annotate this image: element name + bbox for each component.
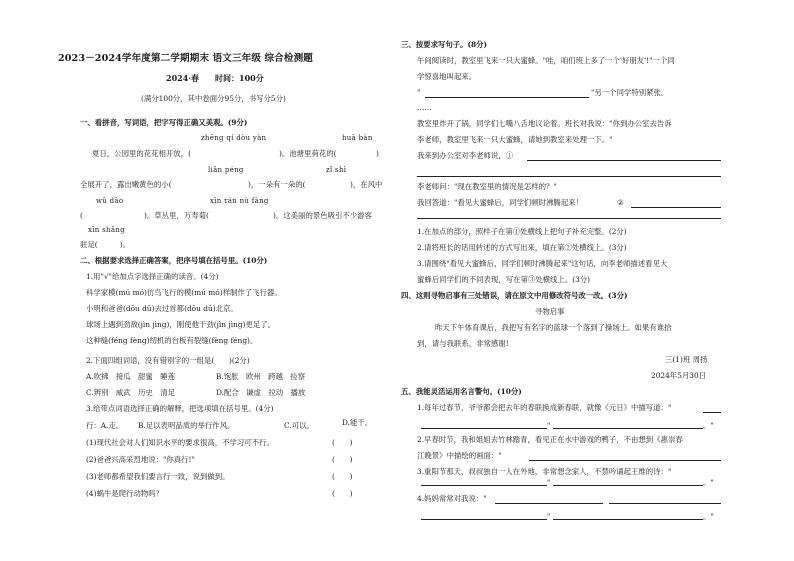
answer-line-1-cont[interactable] bbox=[417, 176, 721, 177]
s2-q1c: 球场上遇到劲敌(jìn jìng)，刚使他干劲(jìn jìng)更足了。 bbox=[86, 320, 275, 329]
s5-q1: 1.每年过春节，爷爷都会把去年的春联换成新春联，就像《元日》中描写道：" bbox=[417, 403, 672, 412]
s5-q4: 4.妈妈常常对我说：" bbox=[417, 494, 487, 503]
s3-p5: 教室里炸开了锅，同学们七嘴八舌地议论着。班长对我说："你到办公室去告诉 bbox=[417, 119, 672, 128]
s2-q2b: B.饱胀 欧州 跨越 捡察 bbox=[216, 372, 306, 381]
answer-line[interactable] bbox=[425, 97, 589, 98]
notice-signature: 三(1)班 周扬 bbox=[665, 355, 708, 364]
s3-p3-close: "另一个同学特别紧张。 bbox=[591, 88, 669, 97]
s5-punct: 。" bbox=[703, 512, 714, 521]
s2-q3c: (3)老师都希望我们要言行一致，说到做到。 bbox=[86, 472, 230, 481]
answer-line[interactable] bbox=[421, 485, 547, 486]
s2-q3a: (1)现代社会对人们知识水平的要求很高，不学习可不行。 bbox=[86, 438, 274, 447]
s5-punct: " bbox=[547, 478, 551, 487]
s1-line2a: 全展开了，露出嫩黄色的小( bbox=[80, 180, 172, 189]
section-5-heading: 五、我能灵活运用名言警句。(10分) bbox=[401, 387, 522, 396]
s1-line1c: ) bbox=[376, 149, 379, 158]
s3-q2: 2.请将班长的话用转述的方式写出来，填在第②处横线上。(3分) bbox=[417, 243, 627, 252]
s2-q3d: (4)蜗牛是爬行动物吗？ bbox=[86, 489, 163, 498]
answer-line[interactable] bbox=[609, 503, 721, 504]
s3-q3b: 蜜蜂后同学们的不同表现，写在第③处横线上。(3分) bbox=[417, 275, 591, 284]
s5-punct: " bbox=[547, 512, 551, 521]
s2-q1b: 小明和爸爸(dōu dū)去过首都(dōu dū)北京。 bbox=[86, 304, 238, 313]
s5-punct: 。" bbox=[703, 421, 714, 430]
section-2-heading: 二、根据要求选择正确答案，把序号填在括号里。(10分) bbox=[80, 256, 268, 265]
s1-line1b: )。池塘里荷花的( bbox=[279, 149, 337, 158]
s1-line4: 驻足( )。 bbox=[80, 240, 131, 249]
s2-q1a: 科学家模(mú mó)仿鸟飞行的模(mú mó)样制作了飞行器。 bbox=[86, 288, 282, 297]
s1-line1a: 夏日，公园里的花花相开放，( bbox=[92, 149, 191, 158]
s3-q1: 1.在加点的部分，照样子在第①处横线上把句子补充完整。(2分) bbox=[417, 227, 627, 236]
answer-line-1[interactable] bbox=[527, 160, 721, 161]
answer-paren[interactable]: ( ) bbox=[332, 455, 353, 464]
answer-paren[interactable]: ( ) bbox=[332, 472, 353, 481]
s3-p1: 午间阅读时，教室里飞来一只大蜜蜂。"哇，咱们班上多了一个'好朋友'!"一个同 bbox=[417, 56, 675, 65]
s1-line3a: ( bbox=[80, 211, 83, 220]
s3-p8: 李老师问："现在教室里的情况是怎样的？" bbox=[417, 182, 557, 191]
s2-q2c: C.辨别 威武 历史 清足 bbox=[86, 388, 176, 397]
notice-title: 寻物启事 bbox=[535, 307, 565, 316]
notice-line-1: 昨天下午体育课后，我把写有名字的蓝球一个落到了操场上。如果有谁拾 bbox=[435, 323, 672, 332]
s3-p7: 我来到办公室对李老师说，① bbox=[417, 151, 514, 160]
score-note: (满分100分，其中卷面分95分，书写分5分) bbox=[141, 94, 286, 103]
pinyin-4: zǐ shì bbox=[326, 166, 347, 174]
answer-line-3[interactable] bbox=[631, 207, 721, 208]
pinyin-6: xīn rán nù fàng bbox=[210, 197, 269, 205]
s1-line3b: )。草丛里，万寿菊( bbox=[144, 211, 209, 220]
s5-q2b: 江晚景》中描绘的画面：" bbox=[417, 451, 502, 460]
s3-q3a: 3.请围绕"看见大蜜蜂后，同学们顿时沸腾起来"这句话，向李老师描述看见大 bbox=[417, 259, 668, 268]
pinyin-7: xīn shǎng bbox=[88, 226, 125, 234]
s2-q1: 1.用"√"给加点字选择正确的读音。(4分) bbox=[86, 272, 219, 281]
pinyin-1: zhēng qí dòu yàn bbox=[201, 134, 267, 142]
s3-p9: 我回答道："看见大蜜蜂后，同学们顿时沸腾起来！ bbox=[417, 198, 583, 207]
s2-q3: 3.给带点词语选择正确的解释，把选项填在括号里。(4分) bbox=[86, 404, 274, 413]
s2-q2d: D.配合 谦虚 拉动 播放 bbox=[216, 388, 306, 397]
s3-p3-open: " bbox=[417, 88, 421, 97]
s5-punct: " bbox=[547, 421, 551, 430]
s3-p2: 学惊喜地叫起来。 bbox=[417, 72, 477, 81]
answer-paren[interactable]: ( ) bbox=[332, 489, 353, 498]
s1-line2c: )，在风中 bbox=[350, 180, 383, 189]
s2-q3-opt-a: 行：A.走。 bbox=[86, 421, 124, 430]
answer-paren[interactable]: ( ) bbox=[332, 438, 353, 447]
s2-q2a: A.吹拂 接瓜 甜蜜 睡莲 bbox=[86, 372, 175, 381]
answer-line[interactable] bbox=[421, 519, 547, 520]
section-4-heading: 四、这则寻物启事有三处错误，请在原文中用修改符号改一改。(3分) bbox=[401, 291, 628, 300]
answer-line[interactable] bbox=[529, 460, 721, 461]
s5-punct: 。" bbox=[703, 478, 714, 487]
answer-line[interactable] bbox=[553, 519, 703, 520]
pinyin-3: liǎn péng bbox=[208, 166, 244, 174]
answer-line[interactable] bbox=[553, 428, 703, 429]
answer-line[interactable] bbox=[495, 503, 603, 504]
s2-q1d: 这种缝(féng fèng)纫机的台板有裂缝(fèng féng)。 bbox=[86, 336, 258, 345]
s2-q3-opt-d: D.能干。 bbox=[342, 418, 373, 427]
pinyin-5: wǔ dǎo bbox=[96, 197, 124, 205]
s5-q3: 3.重阳节那天，叔叔独自一人在外地，非常想念家人，不禁吟诵起王维的诗：" bbox=[417, 467, 672, 476]
section-1-heading: 一、看拼音，写词语，把字写得正确又美观。(9分) bbox=[80, 118, 248, 127]
s2-q3-opt-b: B.足以表明品质的举行作风。 bbox=[138, 421, 235, 430]
notice-line-2: 到，请与我联系，非常感谢! bbox=[417, 339, 509, 348]
s2-q3-opt-c: C.可以。 bbox=[284, 421, 314, 430]
exam-meta: 2024·春 时间：100分 bbox=[166, 73, 264, 83]
answer-line-3-cont[interactable] bbox=[417, 218, 721, 219]
notice-date: 2024年5月30日 bbox=[651, 371, 707, 380]
s5-q2a: 2.早春时节，我和姐姐去竹林踏青，看见正在水中游戏的鸭子，不由想到《惠崇春 bbox=[417, 435, 683, 444]
answer-line[interactable] bbox=[553, 485, 703, 486]
s3-p6: 李老师，教室里飞来一只大蜜蜂，请她到教室来处理一下。" bbox=[417, 135, 613, 144]
s2-q3b: (2)爸爸兴高采烈地说："你真行!" bbox=[86, 455, 195, 464]
s1-line2b: )，一朵有一朵的( bbox=[248, 180, 306, 189]
s2-q2: 2.下面四组词语，没有错别字的一组是( )(2分) bbox=[86, 356, 250, 365]
answer-line[interactable] bbox=[421, 428, 547, 429]
s3-p9-mark: ② bbox=[617, 198, 624, 207]
section-3-heading: 三、按要求写句子。(8分) bbox=[401, 40, 488, 49]
s3-ellipsis: …… bbox=[417, 103, 432, 112]
s1-line3c: )。这美丽的景色吸引不少游客 bbox=[273, 211, 372, 220]
pinyin-2: huā bàn bbox=[342, 134, 373, 142]
exam-title: 2023－2024学年度第二学期期末 语文三年级 综合检测题 bbox=[58, 53, 313, 64]
answer-line[interactable] bbox=[703, 412, 721, 413]
